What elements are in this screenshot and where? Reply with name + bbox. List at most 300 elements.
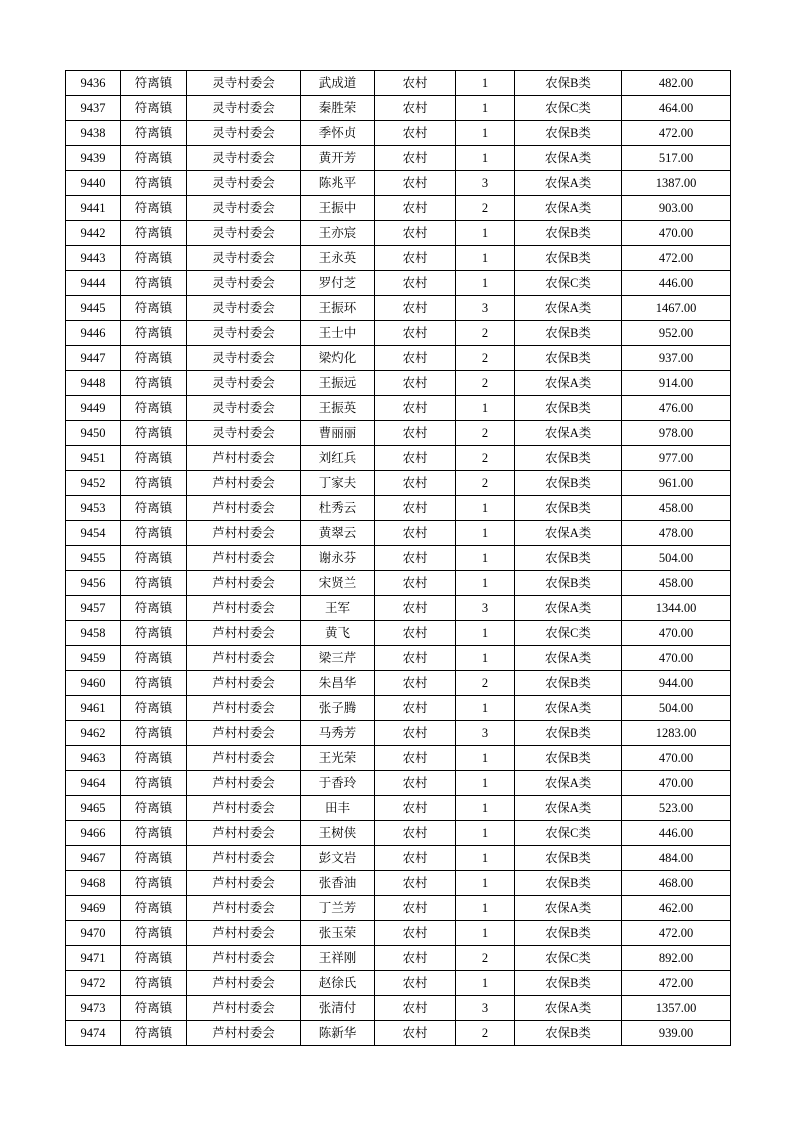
cell-name: 梁灼化 bbox=[301, 346, 375, 371]
cell-persons: 1 bbox=[456, 746, 515, 771]
cell-id: 9467 bbox=[66, 846, 121, 871]
cell-residence: 农村 bbox=[375, 921, 456, 946]
cell-name: 黄飞 bbox=[301, 621, 375, 646]
cell-town: 符离镇 bbox=[121, 971, 187, 996]
cell-category: 农保A类 bbox=[515, 771, 622, 796]
cell-id: 9464 bbox=[66, 771, 121, 796]
cell-name: 赵徐氏 bbox=[301, 971, 375, 996]
cell-category: 农保C类 bbox=[515, 621, 622, 646]
cell-name: 王亦宸 bbox=[301, 221, 375, 246]
cell-residence: 农村 bbox=[375, 796, 456, 821]
cell-category: 农保A类 bbox=[515, 296, 622, 321]
cell-amount: 1283.00 bbox=[622, 721, 731, 746]
cell-persons: 1 bbox=[456, 571, 515, 596]
cell-amount: 446.00 bbox=[622, 271, 731, 296]
cell-id: 9449 bbox=[66, 396, 121, 421]
cell-persons: 1 bbox=[456, 496, 515, 521]
cell-name: 张子腾 bbox=[301, 696, 375, 721]
cell-id: 9440 bbox=[66, 171, 121, 196]
table-row bbox=[66, 546, 731, 571]
cell-town: 符离镇 bbox=[121, 571, 187, 596]
cell-amount: 470.00 bbox=[622, 771, 731, 796]
cell-category: 农保A类 bbox=[515, 796, 622, 821]
cell-village: 芦村村委会 bbox=[187, 871, 301, 896]
cell-town: 符离镇 bbox=[121, 346, 187, 371]
cell-persons: 1 bbox=[456, 696, 515, 721]
cell-name: 丁兰芳 bbox=[301, 896, 375, 921]
table-row bbox=[66, 621, 731, 646]
cell-id: 9465 bbox=[66, 796, 121, 821]
table-row bbox=[66, 171, 731, 196]
table-row bbox=[66, 346, 731, 371]
table-row bbox=[66, 871, 731, 896]
cell-residence: 农村 bbox=[375, 721, 456, 746]
cell-residence: 农村 bbox=[375, 971, 456, 996]
cell-residence: 农村 bbox=[375, 121, 456, 146]
cell-amount: 470.00 bbox=[622, 646, 731, 671]
cell-category: 农保B类 bbox=[515, 846, 622, 871]
cell-amount: 1387.00 bbox=[622, 171, 731, 196]
cell-name: 王振远 bbox=[301, 371, 375, 396]
cell-persons: 1 bbox=[456, 871, 515, 896]
cell-town: 符离镇 bbox=[121, 146, 187, 171]
cell-category: 农保A类 bbox=[515, 996, 622, 1021]
cell-id: 9444 bbox=[66, 271, 121, 296]
cell-village: 灵寺村委会 bbox=[187, 321, 301, 346]
cell-id: 9446 bbox=[66, 321, 121, 346]
cell-name: 黄开芳 bbox=[301, 146, 375, 171]
cell-village: 芦村村委会 bbox=[187, 721, 301, 746]
cell-amount: 482.00 bbox=[622, 71, 731, 96]
cell-amount: 1467.00 bbox=[622, 296, 731, 321]
cell-persons: 3 bbox=[456, 721, 515, 746]
cell-category: 农保C类 bbox=[515, 946, 622, 971]
cell-village: 芦村村委会 bbox=[187, 921, 301, 946]
cell-town: 符离镇 bbox=[121, 246, 187, 271]
cell-name: 罗付芝 bbox=[301, 271, 375, 296]
cell-town: 符离镇 bbox=[121, 671, 187, 696]
cell-residence: 农村 bbox=[375, 546, 456, 571]
cell-id: 9451 bbox=[66, 446, 121, 471]
cell-category: 农保B类 bbox=[515, 1021, 622, 1046]
cell-id: 9468 bbox=[66, 871, 121, 896]
cell-town: 符离镇 bbox=[121, 721, 187, 746]
cell-residence: 农村 bbox=[375, 371, 456, 396]
cell-town: 符离镇 bbox=[121, 321, 187, 346]
cell-village: 灵寺村委会 bbox=[187, 146, 301, 171]
cell-persons: 1 bbox=[456, 971, 515, 996]
cell-town: 符离镇 bbox=[121, 546, 187, 571]
cell-id: 9462 bbox=[66, 721, 121, 746]
cell-residence: 农村 bbox=[375, 246, 456, 271]
table-row bbox=[66, 396, 731, 421]
cell-amount: 961.00 bbox=[622, 471, 731, 496]
cell-residence: 农村 bbox=[375, 271, 456, 296]
cell-category: 农保B类 bbox=[515, 921, 622, 946]
cell-name: 秦胜荣 bbox=[301, 96, 375, 121]
cell-residence: 农村 bbox=[375, 621, 456, 646]
cell-category: 农保A类 bbox=[515, 146, 622, 171]
table-row bbox=[66, 296, 731, 321]
cell-category: 农保A类 bbox=[515, 521, 622, 546]
cell-amount: 504.00 bbox=[622, 546, 731, 571]
cell-residence: 农村 bbox=[375, 821, 456, 846]
cell-persons: 1 bbox=[456, 146, 515, 171]
table-row bbox=[66, 796, 731, 821]
table-row bbox=[66, 96, 731, 121]
cell-town: 符离镇 bbox=[121, 1021, 187, 1046]
cell-category: 农保B类 bbox=[515, 721, 622, 746]
table-row bbox=[66, 446, 731, 471]
cell-residence: 农村 bbox=[375, 746, 456, 771]
table-row bbox=[66, 771, 731, 796]
cell-persons: 2 bbox=[456, 1021, 515, 1046]
cell-category: 农保B类 bbox=[515, 746, 622, 771]
cell-category: 农保B类 bbox=[515, 871, 622, 896]
table-row bbox=[66, 671, 731, 696]
cell-persons: 1 bbox=[456, 396, 515, 421]
cell-id: 9474 bbox=[66, 1021, 121, 1046]
cell-category: 农保B类 bbox=[515, 396, 622, 421]
cell-id: 9470 bbox=[66, 921, 121, 946]
cell-category: 农保B类 bbox=[515, 496, 622, 521]
cell-id: 9466 bbox=[66, 821, 121, 846]
cell-amount: 458.00 bbox=[622, 496, 731, 521]
cell-name: 王军 bbox=[301, 596, 375, 621]
cell-id: 9463 bbox=[66, 746, 121, 771]
cell-persons: 2 bbox=[456, 371, 515, 396]
cell-category: 农保B类 bbox=[515, 546, 622, 571]
cell-town: 符离镇 bbox=[121, 946, 187, 971]
cell-category: 农保B类 bbox=[515, 671, 622, 696]
cell-village: 灵寺村委会 bbox=[187, 221, 301, 246]
table-row bbox=[66, 721, 731, 746]
cell-category: 农保A类 bbox=[515, 696, 622, 721]
table-row bbox=[66, 921, 731, 946]
cell-name: 陈新华 bbox=[301, 1021, 375, 1046]
cell-name: 张香油 bbox=[301, 871, 375, 896]
cell-town: 符离镇 bbox=[121, 796, 187, 821]
cell-amount: 1357.00 bbox=[622, 996, 731, 1021]
cell-name: 曹丽丽 bbox=[301, 421, 375, 446]
cell-name: 王振中 bbox=[301, 196, 375, 221]
cell-category: 农保B类 bbox=[515, 246, 622, 271]
cell-persons: 1 bbox=[456, 796, 515, 821]
cell-village: 芦村村委会 bbox=[187, 821, 301, 846]
cell-residence: 农村 bbox=[375, 96, 456, 121]
cell-persons: 1 bbox=[456, 271, 515, 296]
cell-residence: 农村 bbox=[375, 596, 456, 621]
cell-persons: 1 bbox=[456, 521, 515, 546]
cell-village: 芦村村委会 bbox=[187, 571, 301, 596]
table-row bbox=[66, 371, 731, 396]
cell-persons: 3 bbox=[456, 296, 515, 321]
cell-residence: 农村 bbox=[375, 171, 456, 196]
cell-persons: 3 bbox=[456, 171, 515, 196]
cell-persons: 1 bbox=[456, 921, 515, 946]
table-row bbox=[66, 971, 731, 996]
cell-town: 符离镇 bbox=[121, 746, 187, 771]
cell-category: 农保B类 bbox=[515, 571, 622, 596]
cell-amount: 944.00 bbox=[622, 671, 731, 696]
cell-village: 灵寺村委会 bbox=[187, 96, 301, 121]
cell-village: 芦村村委会 bbox=[187, 671, 301, 696]
cell-persons: 2 bbox=[456, 196, 515, 221]
cell-village: 芦村村委会 bbox=[187, 546, 301, 571]
cell-town: 符离镇 bbox=[121, 696, 187, 721]
cell-category: 农保C类 bbox=[515, 271, 622, 296]
cell-residence: 农村 bbox=[375, 846, 456, 871]
cell-amount: 937.00 bbox=[622, 346, 731, 371]
table-row bbox=[66, 496, 731, 521]
table-row bbox=[66, 846, 731, 871]
cell-category: 农保C类 bbox=[515, 96, 622, 121]
cell-village: 芦村村委会 bbox=[187, 846, 301, 871]
cell-residence: 农村 bbox=[375, 996, 456, 1021]
cell-amount: 476.00 bbox=[622, 396, 731, 421]
cell-name: 谢永芬 bbox=[301, 546, 375, 571]
cell-town: 符离镇 bbox=[121, 471, 187, 496]
cell-category: 农保B类 bbox=[515, 71, 622, 96]
benefits-table bbox=[65, 70, 731, 1046]
table-row bbox=[66, 571, 731, 596]
cell-id: 9460 bbox=[66, 671, 121, 696]
cell-name: 杜秀云 bbox=[301, 496, 375, 521]
cell-persons: 1 bbox=[456, 221, 515, 246]
table-row bbox=[66, 646, 731, 671]
cell-village: 芦村村委会 bbox=[187, 621, 301, 646]
cell-name: 王祥刚 bbox=[301, 946, 375, 971]
cell-village: 灵寺村委会 bbox=[187, 196, 301, 221]
cell-name: 田丰 bbox=[301, 796, 375, 821]
cell-amount: 939.00 bbox=[622, 1021, 731, 1046]
cell-residence: 农村 bbox=[375, 146, 456, 171]
cell-residence: 农村 bbox=[375, 221, 456, 246]
cell-village: 灵寺村委会 bbox=[187, 371, 301, 396]
cell-category: 农保A类 bbox=[515, 171, 622, 196]
cell-id: 9436 bbox=[66, 71, 121, 96]
cell-village: 芦村村委会 bbox=[187, 521, 301, 546]
cell-village: 芦村村委会 bbox=[187, 896, 301, 921]
cell-town: 符离镇 bbox=[121, 646, 187, 671]
table-row bbox=[66, 1021, 731, 1046]
cell-residence: 农村 bbox=[375, 946, 456, 971]
cell-town: 符离镇 bbox=[121, 221, 187, 246]
cell-amount: 978.00 bbox=[622, 421, 731, 446]
cell-name: 王士中 bbox=[301, 321, 375, 346]
cell-id: 9458 bbox=[66, 621, 121, 646]
cell-residence: 农村 bbox=[375, 396, 456, 421]
table-row bbox=[66, 521, 731, 546]
table-row bbox=[66, 946, 731, 971]
cell-town: 符离镇 bbox=[121, 621, 187, 646]
cell-residence: 农村 bbox=[375, 571, 456, 596]
cell-category: 农保A类 bbox=[515, 371, 622, 396]
table-row bbox=[66, 146, 731, 171]
cell-name: 彭文岩 bbox=[301, 846, 375, 871]
cell-residence: 农村 bbox=[375, 471, 456, 496]
cell-persons: 1 bbox=[456, 821, 515, 846]
cell-village: 芦村村委会 bbox=[187, 971, 301, 996]
cell-village: 芦村村委会 bbox=[187, 771, 301, 796]
cell-town: 符离镇 bbox=[121, 396, 187, 421]
cell-amount: 952.00 bbox=[622, 321, 731, 346]
cell-village: 芦村村委会 bbox=[187, 596, 301, 621]
cell-category: 农保B类 bbox=[515, 221, 622, 246]
cell-category: 农保A类 bbox=[515, 596, 622, 621]
table-row bbox=[66, 746, 731, 771]
cell-persons: 1 bbox=[456, 546, 515, 571]
cell-village: 芦村村委会 bbox=[187, 696, 301, 721]
table-row bbox=[66, 896, 731, 921]
cell-residence: 农村 bbox=[375, 496, 456, 521]
cell-persons: 2 bbox=[456, 471, 515, 496]
cell-id: 9448 bbox=[66, 371, 121, 396]
cell-residence: 农村 bbox=[375, 696, 456, 721]
cell-town: 符离镇 bbox=[121, 521, 187, 546]
cell-category: 农保A类 bbox=[515, 421, 622, 446]
cell-amount: 903.00 bbox=[622, 196, 731, 221]
cell-amount: 472.00 bbox=[622, 921, 731, 946]
cell-amount: 458.00 bbox=[622, 571, 731, 596]
cell-village: 芦村村委会 bbox=[187, 996, 301, 1021]
cell-residence: 农村 bbox=[375, 771, 456, 796]
cell-name: 于香玲 bbox=[301, 771, 375, 796]
cell-village: 灵寺村委会 bbox=[187, 296, 301, 321]
table-row bbox=[66, 71, 731, 96]
cell-residence: 农村 bbox=[375, 296, 456, 321]
cell-name: 张玉荣 bbox=[301, 921, 375, 946]
table-row bbox=[66, 246, 731, 271]
cell-id: 9471 bbox=[66, 946, 121, 971]
cell-village: 灵寺村委会 bbox=[187, 246, 301, 271]
cell-amount: 472.00 bbox=[622, 246, 731, 271]
table-row bbox=[66, 821, 731, 846]
cell-amount: 484.00 bbox=[622, 846, 731, 871]
cell-category: 农保B类 bbox=[515, 471, 622, 496]
cell-village: 芦村村委会 bbox=[187, 446, 301, 471]
cell-id: 9469 bbox=[66, 896, 121, 921]
table-row bbox=[66, 271, 731, 296]
cell-village: 芦村村委会 bbox=[187, 796, 301, 821]
cell-persons: 2 bbox=[456, 346, 515, 371]
cell-category: 农保B类 bbox=[515, 346, 622, 371]
cell-id: 9447 bbox=[66, 346, 121, 371]
cell-amount: 470.00 bbox=[622, 746, 731, 771]
cell-amount: 977.00 bbox=[622, 446, 731, 471]
cell-town: 符离镇 bbox=[121, 371, 187, 396]
cell-name: 武成道 bbox=[301, 71, 375, 96]
cell-residence: 农村 bbox=[375, 896, 456, 921]
cell-name: 张清付 bbox=[301, 996, 375, 1021]
table-body bbox=[66, 71, 731, 1046]
cell-village: 灵寺村委会 bbox=[187, 346, 301, 371]
cell-amount: 468.00 bbox=[622, 871, 731, 896]
cell-residence: 农村 bbox=[375, 321, 456, 346]
cell-amount: 464.00 bbox=[622, 96, 731, 121]
cell-id: 9457 bbox=[66, 596, 121, 621]
cell-persons: 1 bbox=[456, 71, 515, 96]
cell-name: 梁三芹 bbox=[301, 646, 375, 671]
cell-amount: 446.00 bbox=[622, 821, 731, 846]
cell-category: 农保B类 bbox=[515, 971, 622, 996]
cell-village: 芦村村委会 bbox=[187, 1021, 301, 1046]
cell-name: 宋贤兰 bbox=[301, 571, 375, 596]
table-row bbox=[66, 471, 731, 496]
cell-id: 9453 bbox=[66, 496, 121, 521]
cell-persons: 1 bbox=[456, 771, 515, 796]
cell-amount: 892.00 bbox=[622, 946, 731, 971]
table-row bbox=[66, 321, 731, 346]
cell-persons: 2 bbox=[456, 321, 515, 346]
cell-name: 王树侠 bbox=[301, 821, 375, 846]
table-row bbox=[66, 696, 731, 721]
cell-village: 灵寺村委会 bbox=[187, 121, 301, 146]
cell-residence: 农村 bbox=[375, 71, 456, 96]
cell-persons: 3 bbox=[456, 996, 515, 1021]
cell-amount: 470.00 bbox=[622, 621, 731, 646]
cell-amount: 517.00 bbox=[622, 146, 731, 171]
cell-town: 符离镇 bbox=[121, 921, 187, 946]
cell-id: 9452 bbox=[66, 471, 121, 496]
cell-residence: 农村 bbox=[375, 421, 456, 446]
cell-id: 9437 bbox=[66, 96, 121, 121]
cell-id: 9459 bbox=[66, 646, 121, 671]
cell-village: 芦村村委会 bbox=[187, 471, 301, 496]
cell-persons: 1 bbox=[456, 246, 515, 271]
cell-id: 9472 bbox=[66, 971, 121, 996]
cell-id: 9450 bbox=[66, 421, 121, 446]
cell-category: 农保A类 bbox=[515, 646, 622, 671]
cell-category: 农保A类 bbox=[515, 896, 622, 921]
cell-residence: 农村 bbox=[375, 871, 456, 896]
cell-town: 符离镇 bbox=[121, 496, 187, 521]
cell-name: 季怀贞 bbox=[301, 121, 375, 146]
cell-name: 王振英 bbox=[301, 396, 375, 421]
cell-town: 符离镇 bbox=[121, 421, 187, 446]
cell-village: 灵寺村委会 bbox=[187, 71, 301, 96]
table-row bbox=[66, 421, 731, 446]
cell-town: 符离镇 bbox=[121, 871, 187, 896]
table-row bbox=[66, 196, 731, 221]
cell-persons: 2 bbox=[456, 946, 515, 971]
cell-persons: 1 bbox=[456, 96, 515, 121]
cell-residence: 农村 bbox=[375, 646, 456, 671]
cell-town: 符离镇 bbox=[121, 96, 187, 121]
cell-category: 农保B类 bbox=[515, 446, 622, 471]
cell-residence: 农村 bbox=[375, 521, 456, 546]
cell-amount: 478.00 bbox=[622, 521, 731, 546]
cell-amount: 914.00 bbox=[622, 371, 731, 396]
cell-town: 符离镇 bbox=[121, 296, 187, 321]
table-row bbox=[66, 596, 731, 621]
cell-category: 农保A类 bbox=[515, 196, 622, 221]
cell-village: 灵寺村委会 bbox=[187, 171, 301, 196]
cell-persons: 1 bbox=[456, 896, 515, 921]
cell-village: 芦村村委会 bbox=[187, 746, 301, 771]
cell-amount: 470.00 bbox=[622, 221, 731, 246]
cell-town: 符离镇 bbox=[121, 596, 187, 621]
cell-category: 农保C类 bbox=[515, 821, 622, 846]
cell-town: 符离镇 bbox=[121, 171, 187, 196]
cell-persons: 1 bbox=[456, 121, 515, 146]
cell-town: 符离镇 bbox=[121, 996, 187, 1021]
cell-category: 农保B类 bbox=[515, 121, 622, 146]
cell-amount: 523.00 bbox=[622, 796, 731, 821]
cell-town: 符离镇 bbox=[121, 896, 187, 921]
cell-category: 农保B类 bbox=[515, 321, 622, 346]
cell-id: 9439 bbox=[66, 146, 121, 171]
